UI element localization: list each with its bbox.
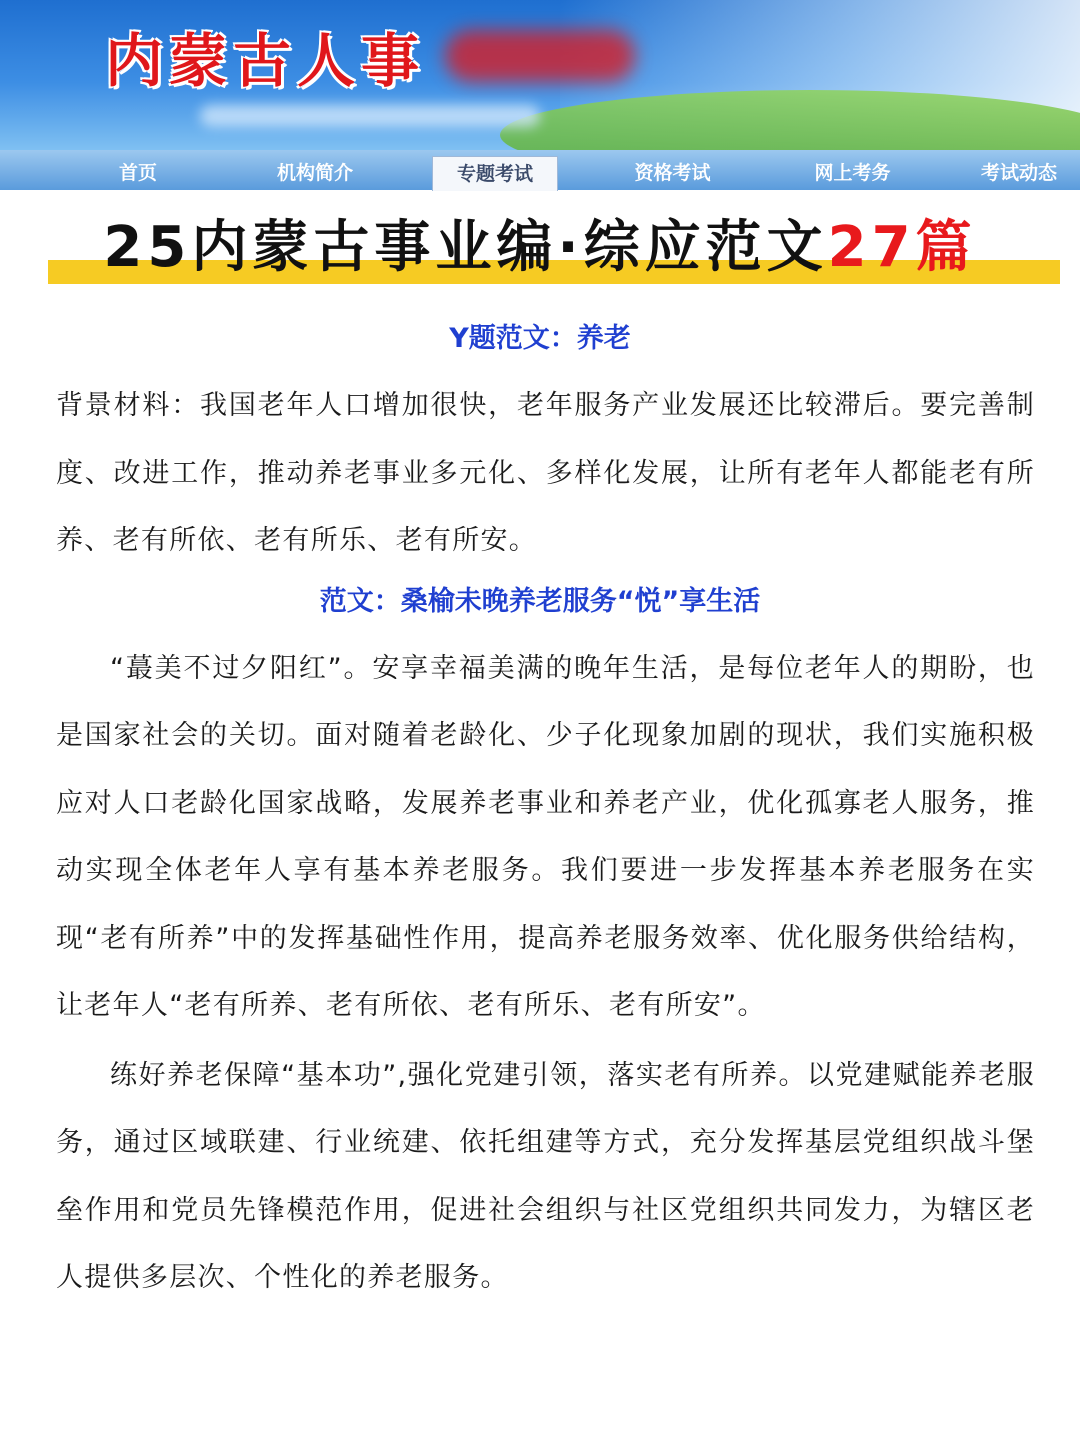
- site-logo-title[interactable]: 内蒙古人事: [105, 27, 426, 95]
- blurred-site-url: [200, 105, 540, 127]
- nav-item-about[interactable]: 机构简介: [276, 162, 353, 184]
- title-main-text: 25内蒙古事业编·综应范文: [103, 215, 828, 280]
- background-material: 背景材料：我国老年人口增加很快，老年服务产业发展还比较滞后。要完善制度、改进工作，推动养老事业多元化、多样化发展，让所有老年人都能老有所养、老有所依、老有所乐、老有所安。: [56, 390, 1035, 556]
- nav-item-exam-news[interactable]: 考试动态: [980, 162, 1057, 184]
- essay-paragraph: “蕞美不过夕阳红”。安享幸福美满的晚年生活，是每位老年人的期盼，也是国家社会的关切。面对随着老龄化、少子化现象加剧的现状，我们实施积极应对人口老龄化国家战略，发展养老事业和养老产业，优化孤寡老人服务，推动实现全体老年人享有基本养老服务。我们要进一步发挥基本养老服务在实现“老有所养”中的发挥基础性作用，提高养老服务效率、优化服务供给结构，让老年人“老有所养、老有所依、老有所乐、老有所安”。: [56, 652, 1035, 1021]
- site-banner: [0, 0, 1080, 150]
- nav-bar: [0, 150, 1080, 190]
- title-highlight-count: 27篇: [827, 215, 977, 280]
- essay-paragraph: 练好养老保障“基本功”,强化党建引领，落实老有所养。以党建赋能养老服务，通过区域联建、行业统建、依托组建等方式，充分发挥基层党组织战斗堡垒作用和党员先锋模范作用，促进社会组织与社区党组织共同发力，为辖区老人提供多层次、个性化的养老服务。: [56, 1059, 1035, 1293]
- page-title-block: [0, 208, 1080, 298]
- page-title: [0, 208, 1080, 288]
- topic-heading: Y题范文：养老: [449, 323, 631, 354]
- essay-title: 范文：桑榆未晚养老服务“悦”享生活: [319, 585, 761, 617]
- nav-item-home[interactable]: 首页: [118, 162, 157, 184]
- nav-item-qualification-exams[interactable]: 资格考试: [634, 162, 711, 184]
- nav-item-online-affairs[interactable]: 网上考务: [814, 162, 891, 184]
- nav-item-special-exams[interactable]: 专题考试: [432, 156, 558, 191]
- blurred-logo-suffix: [445, 30, 635, 82]
